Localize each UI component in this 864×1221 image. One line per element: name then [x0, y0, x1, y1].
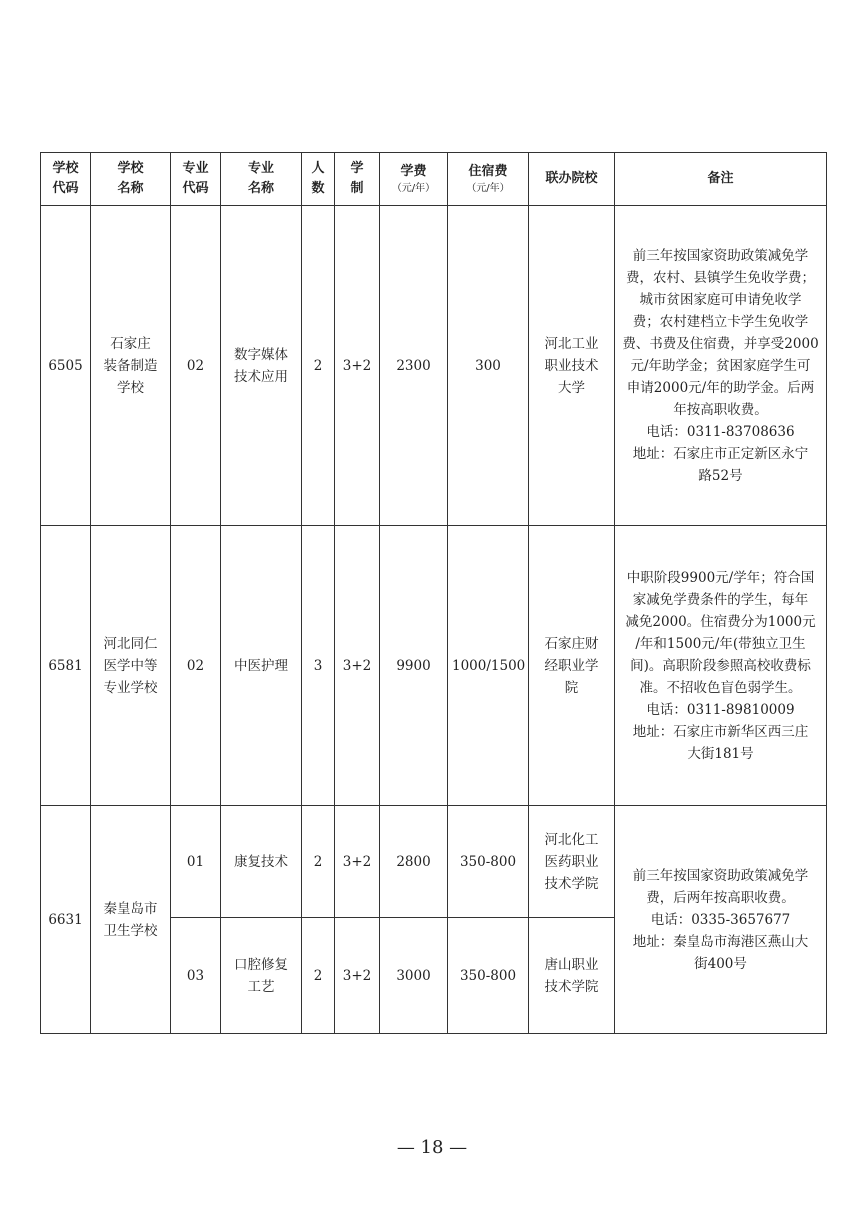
- major-code-cell: 02: [171, 206, 221, 526]
- system-cell: 3+2: [335, 918, 380, 1034]
- system-cell: 3+2: [335, 526, 380, 806]
- page-number: — 18 —: [396, 1137, 468, 1158]
- enrollment-table: [40, 152, 827, 1034]
- tuition-cell: 9900: [380, 526, 448, 806]
- header-tuition: 学费 （元/年）: [380, 153, 448, 206]
- partner-cell: 河北工业 职业技术 大学: [529, 206, 615, 526]
- major-name-cell: 口腔修复 工艺: [221, 918, 302, 1034]
- header-partner: 联办院校: [529, 153, 615, 206]
- count-cell: 2: [302, 206, 335, 526]
- count-cell: 2: [302, 806, 335, 918]
- partner-cell: 唐山职业 技术学院: [529, 918, 615, 1034]
- school-code-cell: 6631: [41, 806, 91, 1034]
- table-row: [41, 806, 827, 918]
- tuition-cell: 3000: [380, 918, 448, 1034]
- tuition-cell: 2300: [380, 206, 448, 526]
- header-lodging: 住宿费 （元/年）: [448, 153, 529, 206]
- header-school-name: 学校 名称: [91, 153, 171, 206]
- header-tuition-unit: （元/年）: [391, 183, 436, 194]
- major-code-cell: 02: [171, 526, 221, 806]
- lodging-cell: 300: [448, 206, 529, 526]
- partner-cell: 河北化工 医药职业 技术学院: [529, 806, 615, 918]
- header-school-code: 学校 代码: [41, 153, 91, 206]
- school-code-cell: 6581: [41, 526, 91, 806]
- system-cell: 3+2: [335, 206, 380, 526]
- lodging-cell: 350-800: [448, 918, 529, 1034]
- count-cell: 3: [302, 526, 335, 806]
- major-name-cell: 康复技术: [221, 806, 302, 918]
- header-system: 学 制: [335, 153, 380, 206]
- school-code-cell: 6505: [41, 206, 91, 526]
- header-major-code: 专业 代码: [171, 153, 221, 206]
- header-row: [41, 153, 827, 206]
- header-remark: 备注: [615, 153, 827, 206]
- header-major-name: 专业 名称: [221, 153, 302, 206]
- major-code-cell: 01: [171, 806, 221, 918]
- table-row: [41, 526, 827, 806]
- major-name-cell: 数字媒体 技术应用: [221, 206, 302, 526]
- remark-cell: 中职阶段9900元/学年；符合国 家减免学费条件的学生，每年 减免2000。住宿费分为1000元 /年和1500元/年(带独立卫生 间)。高职阶段参照高校收费标 准。不招收色盲色弱学生。 电话：0311-89810009 地址：石家庄市新华区西三庄 大街181号: [615, 526, 827, 806]
- school-name-cell: 秦皇岛市 卫生学校: [91, 806, 171, 1034]
- remark-cell: 前三年按国家资助政策减免学 费，后两年按高职收费。 电话：0335-3657677 地址：秦皇岛市海港区燕山大 街400号: [615, 806, 827, 1034]
- table-row: [41, 206, 827, 526]
- lodging-cell: 1000/1500: [448, 526, 529, 806]
- count-cell: 2: [302, 918, 335, 1034]
- remark-cell: 前三年按国家资助政策减免学 费，农村、县镇学生免收学费； 城市贫困家庭可申请免收学 费；农村建档立卡学生免收学 费、书费及住宿费，并享受2000 元/年助学金；贫困家庭学生可 申请2000元/年的助学金。后两 年按高职收费。 电话：0311-83708636 地址：石家庄市正定新区永宁 路52号: [615, 206, 827, 526]
- school-name-cell: 河北同仁 医学中等 专业学校: [91, 526, 171, 806]
- partner-cell: 石家庄财 经职业学 院: [529, 526, 615, 806]
- lodging-cell: 350-800: [448, 806, 529, 918]
- major-name-cell: 中医护理: [221, 526, 302, 806]
- header-count: 人 数: [302, 153, 335, 206]
- system-cell: 3+2: [335, 806, 380, 918]
- header-lodging-unit: （元/年）: [466, 183, 510, 194]
- major-code-cell: 03: [171, 918, 221, 1034]
- school-name-cell: 石家庄 装备制造 学校: [91, 206, 171, 526]
- tuition-cell: 2800: [380, 806, 448, 918]
